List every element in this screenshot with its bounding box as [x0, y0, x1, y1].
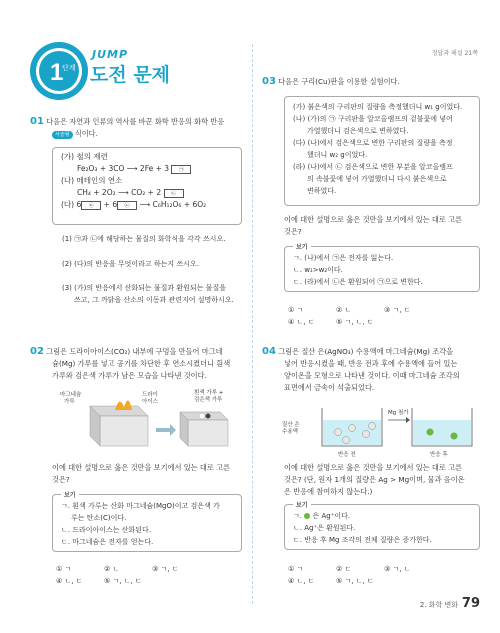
q01-badge: 서술형	[52, 131, 73, 139]
q04-text2: 넣어 반응시켰을 때, 반응 전과 후에 수용액에 들어 있는	[284, 359, 458, 368]
q03-ask2: 것은?	[284, 227, 302, 236]
q01-sub1: (1) ㉠과 ㉡에 해당하는 물질의 화학식을 각각 쓰시오.	[62, 235, 226, 243]
answer-reference: 정답과 해설 21쪽	[431, 50, 478, 57]
q04-bogi-box	[284, 504, 480, 550]
q04-choice-2[interactable]: ② ㄷ	[336, 565, 352, 573]
q02-choices	[56, 563, 200, 587]
q04-bogi-label: 보기	[293, 500, 311, 509]
q04-choices	[288, 563, 432, 587]
fig-sol-label: 질산 은	[282, 422, 300, 428]
q01-b-blank: ㉡	[164, 189, 184, 198]
q04-figure	[282, 400, 482, 458]
q02-choice-5[interactable]: ⑤ ㄱ, ㄴ, ㄷ	[104, 577, 142, 585]
footer-chapter: 2. 화학 변화	[419, 601, 458, 609]
q04-choice-3[interactable]: ③ ㄱ, ㄴ	[384, 565, 411, 573]
q03-s1: (가) 붉은색의 구리판의 질량을 측정했더니 w₁ g이었다.	[293, 103, 463, 111]
q03-text: 다음은 구리(Cu)판을 이용한 실험이다.	[278, 77, 400, 86]
q01-c-blank2: ㉡	[117, 201, 137, 210]
level-badge-icon	[28, 40, 90, 102]
q03-choice-3[interactable]: ③ ㄱ, ㄷ	[384, 306, 411, 314]
page-title: 도전 문제	[90, 64, 171, 86]
fig-mg-label: 마그네슘	[60, 392, 82, 398]
q04-g1b: 은 Ag⁺이다.	[312, 512, 351, 520]
q04-ask3: 은 반응에 참여하지 않는다.)	[284, 487, 373, 496]
level-word: 단계	[62, 64, 76, 72]
q01-text2: 식이다.	[74, 129, 98, 138]
q04-text4: 표면에서 금속이 석출되었다.	[284, 383, 375, 392]
fig-res-label: 흰색 가루 +	[194, 390, 224, 396]
fig-sol-label2: 수용액	[282, 429, 298, 435]
q02-text1: 그림은 드라이아이스(CO₂) 내부에 구멍을 만들어 마그네	[46, 347, 223, 356]
q04-g1a: ㄱ.	[293, 512, 302, 520]
q01-c-post: ⟶ C₆H₁₂O₆ + 6O₂	[139, 200, 207, 209]
fig-before-label: 반응 전	[338, 452, 356, 458]
q01-b-label: (나) 메테인의 연소	[61, 176, 123, 185]
q04-ask1: 이에 대한 설명으로 옳은 것만을 보기에서 있는 대로 고른	[284, 463, 462, 472]
fig-res-label2: 검은색 가루	[194, 397, 223, 403]
q01-a-rxn: Fe₂O₃ + 3CO ⟶ 2Fe + 3	[77, 164, 170, 173]
q01-c-plus: + 6	[103, 200, 118, 209]
q01-sub3b: 쓰고, 그 까닭을 산소의 이동과 관련지어 설명하시오.	[74, 296, 234, 304]
q03-s4a: (라) (나)에서 ㉡ 검은색으로 변한 부분을 알코올램프	[293, 163, 453, 171]
green-ion-icon	[304, 513, 310, 519]
q04-choice-1[interactable]: ① ㄱ	[288, 565, 304, 573]
page-number: 79	[461, 596, 480, 611]
q02-ask2: 것은?	[52, 475, 70, 484]
q03-bogi-label: 보기	[293, 242, 311, 251]
q02-choice-2[interactable]: ② ㄴ	[104, 565, 120, 573]
q01-a-label: (가) 철의 제련	[61, 152, 108, 161]
q02-text2: 슘(Mg) 가루를 넣고 공기를 차단한 후 연소시켰더니 흰색	[52, 359, 231, 368]
q04-text3: 양이온을 모형으로 나타낸 것이다. 이때 마그네슘 조각의	[284, 371, 460, 380]
q04-ask2: 것은? (단, 원자 1개의 질량은 Ag > Mg이며, 물과 음이온	[284, 475, 465, 484]
q04-g2: ㄴ. Ag⁺은 환원된다.	[293, 524, 356, 532]
flame-icon	[115, 400, 132, 410]
q01-number: 01	[30, 116, 44, 127]
fig-dry-label2: 아이스	[142, 399, 158, 405]
q01-a-blank: ㉠	[171, 165, 191, 174]
q01-text1: 다음은 자연과 인류의 역사를 바꾼 화학 반응의 화학 반응	[46, 117, 225, 126]
q03-choice-1[interactable]: ① ㄱ	[288, 306, 304, 314]
question-02	[30, 346, 250, 382]
q03-choice-5[interactable]: ⑤ ㄱ, ㄴ, ㄷ	[336, 318, 374, 326]
q02-choice-1[interactable]: ① ㄱ	[56, 565, 72, 573]
q03-number: 03	[262, 76, 276, 87]
q02-g1: ㄱ. 흰색 가루는 산화 마그네슘(MgO)이고 검은색 가	[61, 502, 220, 510]
question-01	[30, 116, 250, 141]
q01-sub2: (2) (다)의 반응을 무엇이라고 하는지 쓰시오.	[62, 260, 199, 268]
q03-g3: ㄷ. (라)에서 ㉡은 환원되어 ㉠으로 변한다.	[293, 278, 423, 286]
jump-label: JUMP	[92, 48, 129, 61]
q02-figure	[60, 386, 240, 456]
q01-c-blank1: ㉢	[81, 201, 101, 210]
q01-sub3a: (3) (가)의 반응에서 산화되는 물질과 환원되는 물질을	[62, 284, 226, 292]
q03-s2b: 가열했더니 검은색으로 변하였다.	[307, 127, 409, 135]
fig-dry-label: 드라이	[142, 392, 158, 398]
q02-bogi-label: 보기	[61, 490, 79, 499]
q04-choice-4[interactable]: ④ ㄴ, ㄷ	[288, 577, 315, 585]
q04-g3: ㄷ. 반응 후 Mg 조각의 전체 질량은 증가한다.	[293, 536, 432, 544]
q02-number: 02	[30, 346, 44, 357]
q02-ask1: 이에 대한 설명으로 옳은 것만을 보기에서 있는 대로 고른	[52, 463, 230, 472]
q03-s4c: 변하였다.	[307, 187, 337, 195]
q02-g1b: 루는 탄소(C)이다.	[71, 514, 127, 522]
q02-text3: 가루와 검은색 가루가 남은 모습을 나타낸 것이다.	[52, 371, 207, 380]
q03-g2: ㄴ. w₁>w₂이다.	[293, 266, 343, 274]
q02-choice-4[interactable]: ④ ㄴ, ㄷ	[56, 577, 83, 585]
q02-g2: ㄴ. 드라이아이스는 산화된다.	[61, 526, 152, 534]
q03-s3a: (다) (나)에서 검은색으로 변한 구리판의 질량을 측정	[293, 139, 453, 147]
question-03	[262, 76, 400, 88]
fig-mg-label2: 가루	[64, 399, 75, 405]
q03-choice-4[interactable]: ④ ㄴ, ㄷ	[288, 318, 315, 326]
q03-choice-2[interactable]: ② ㄴ	[336, 306, 352, 314]
q03-s4b: 의 속불꽃에 넣어 가열했더니 다시 붉은색으로	[307, 175, 447, 183]
q02-g3: ㄷ. 마그네슘은 전자를 얻는다.	[61, 538, 154, 546]
q02-choice-3[interactable]: ③ ㄱ, ㄷ	[152, 565, 179, 573]
q03-bogi-box	[284, 246, 480, 292]
q04-number: 04	[262, 346, 276, 357]
q03-ask1: 이에 대한 설명으로 옳은 것만을 보기에서 있는 대로 고른	[284, 215, 462, 224]
question-04	[262, 346, 490, 394]
q01-reaction-box	[52, 147, 242, 225]
level-num: 1	[50, 59, 64, 86]
q02-bogi-box	[52, 494, 242, 552]
fig-after-label: 반응 후	[430, 452, 448, 458]
column-divider	[252, 44, 253, 604]
q03-experiment-box	[284, 96, 480, 206]
q04-choice-5[interactable]: ⑤ ㄱ, ㄴ, ㄷ	[336, 577, 374, 585]
q01-b-rxn: CH₄ + 2O₂ ⟶ CO₂ + 2	[77, 188, 162, 197]
q04-text1: 그림은 질산 은(AgNO₃) 수용액에 마그네슘(Mg) 조각을	[278, 347, 454, 356]
q03-choices	[288, 304, 432, 328]
q03-s3b: 했더니 w₂ g이었다.	[307, 151, 368, 159]
fig-add-label: Mg 첨가	[388, 410, 409, 416]
q01-c-pre: (다) 6	[61, 200, 82, 209]
q03-s2a: (나) (가)의 ㉠ 구리판을 알코올램프의 겉불꽃에 넣어	[293, 115, 453, 123]
q03-g1: ㄱ. (나)에서 ㉠은 전자를 잃는다.	[293, 254, 394, 262]
